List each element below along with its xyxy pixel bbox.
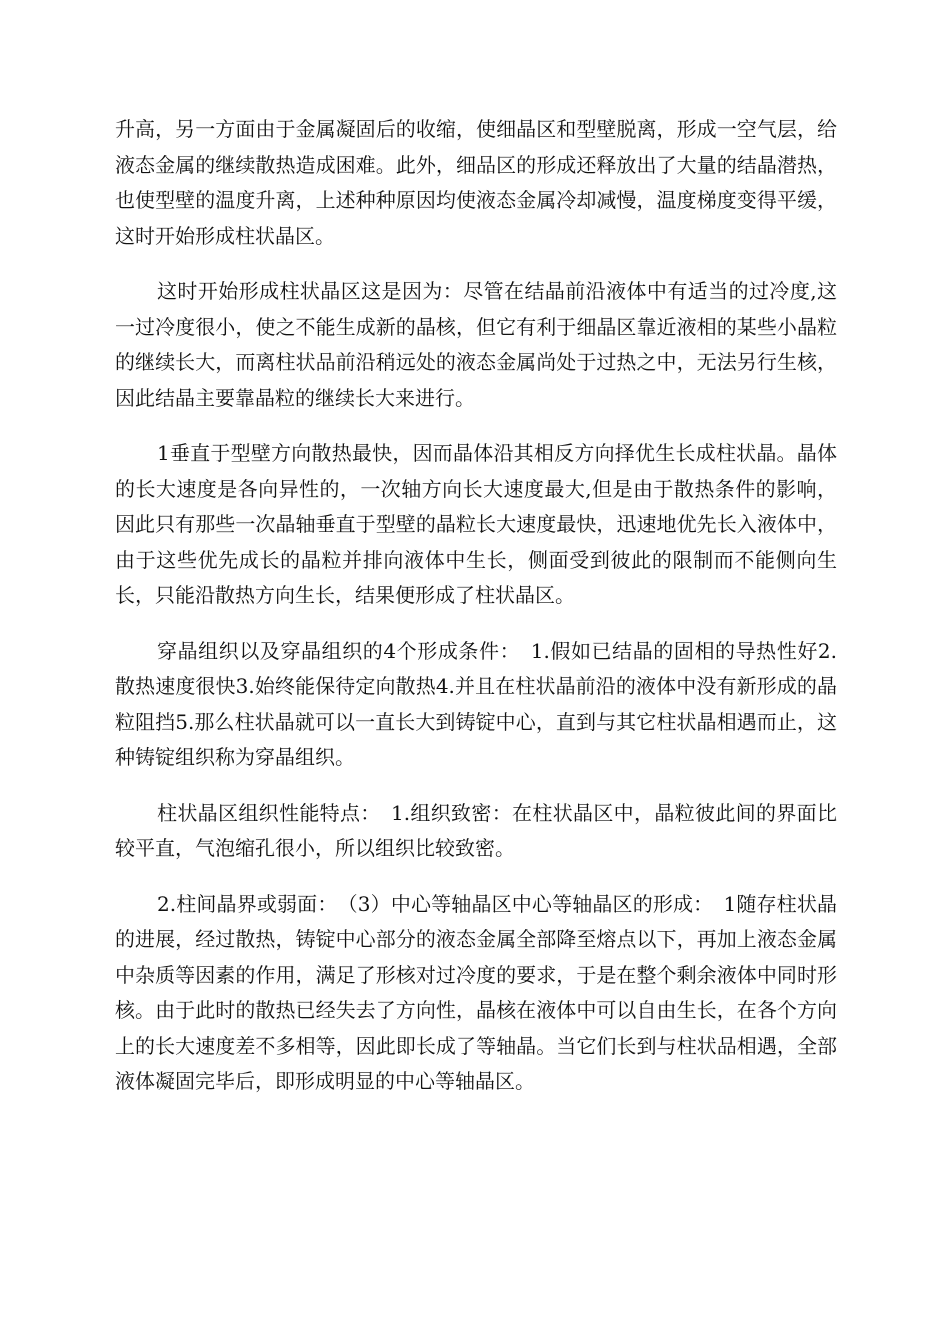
paragraph-3: 1垂直于型壁方向散热最快，因而晶体沿其相反方向择优生长成柱状晶。晶体的长大速度是各向异性的，一次轴方向长大速度最大,但是由于散热条件的影响，因此只有那些一次晶轴垂直于型壁的晶粒长大速度最快，迅速地优先长入液体中，由于这些优先成长的晶粒并排向液体中生长，侧面受到彼此的限制而不能侧向生长，只能沿散热方向生长，结果便形成了柱状晶区。 — [115, 441, 837, 607]
paragraph-1: 升高，另一方面由于金属凝固后的收缩，使细晶区和型壁脱离，形成一空气层，给液态金属的继续散热造成困难。此外，细品区的形成还释放出了大量的结晶潜热，也使型壁的温度升离，上述种种原因均使液态金属冷却减慢，温度梯度变得平缓，这时开始形成柱状晶区。 — [115, 117, 837, 248]
paragraph-4: 穿晶组织以及穿晶组织的4个形成条件： 1.假如已结晶的固相的导热性好2.散热速度很快3.始终能保待定向散热4.并且在柱状晶前沿的液体中没有新形成的晶粒阻挡5.那么柱状晶就可以一直长大到铸锭中心，直到与其它柱状晶相遇而止，这种铸锭组织称为穿晶组织。 — [115, 638, 837, 769]
document-body — [115, 112, 837, 1120]
paragraph-5: 柱状晶区组织性能特点： 1.组织致密：在柱状晶区中，晶粒彼此间的界面比较平直，气泡缩孔很小，所以组织比较致密。 — [115, 800, 837, 860]
paragraph-2: 这时开始形成柱状晶区这是因为：尽管在结晶前沿液体中有适当的过冷度,这一过冷度很小，使之不能生成新的晶核，但它有利于细晶区靠近液相的某些小晶粒的继续长大，而离柱状品前沿稍远处的液态金属尚处于过热之中，无法另行生核，因此结晶主要靠晶粒的继续长大来进行。 — [115, 279, 837, 410]
paragraph-6: 2.柱间晶界或弱面： （3）中心等轴晶区中心等轴晶区的形成： 1随存柱状晶的进展，经过散热，铸锭中心部分的液态金属全部降至熔点以下，再加上液态金属中杂质等因素的作用，满足了形核对过冷度的要求，于是在整个剩余液体中同时形核。由于此时的散热已经失去了方向性，晶核在液体中可以自由生长，在各个方向上的长大速度差不多相等，因此即长成了等轴晶。当它们长到与柱状品相遇，全部液体凝固完毕后，即形成明显的中心等轴晶区。 — [115, 891, 837, 1093]
